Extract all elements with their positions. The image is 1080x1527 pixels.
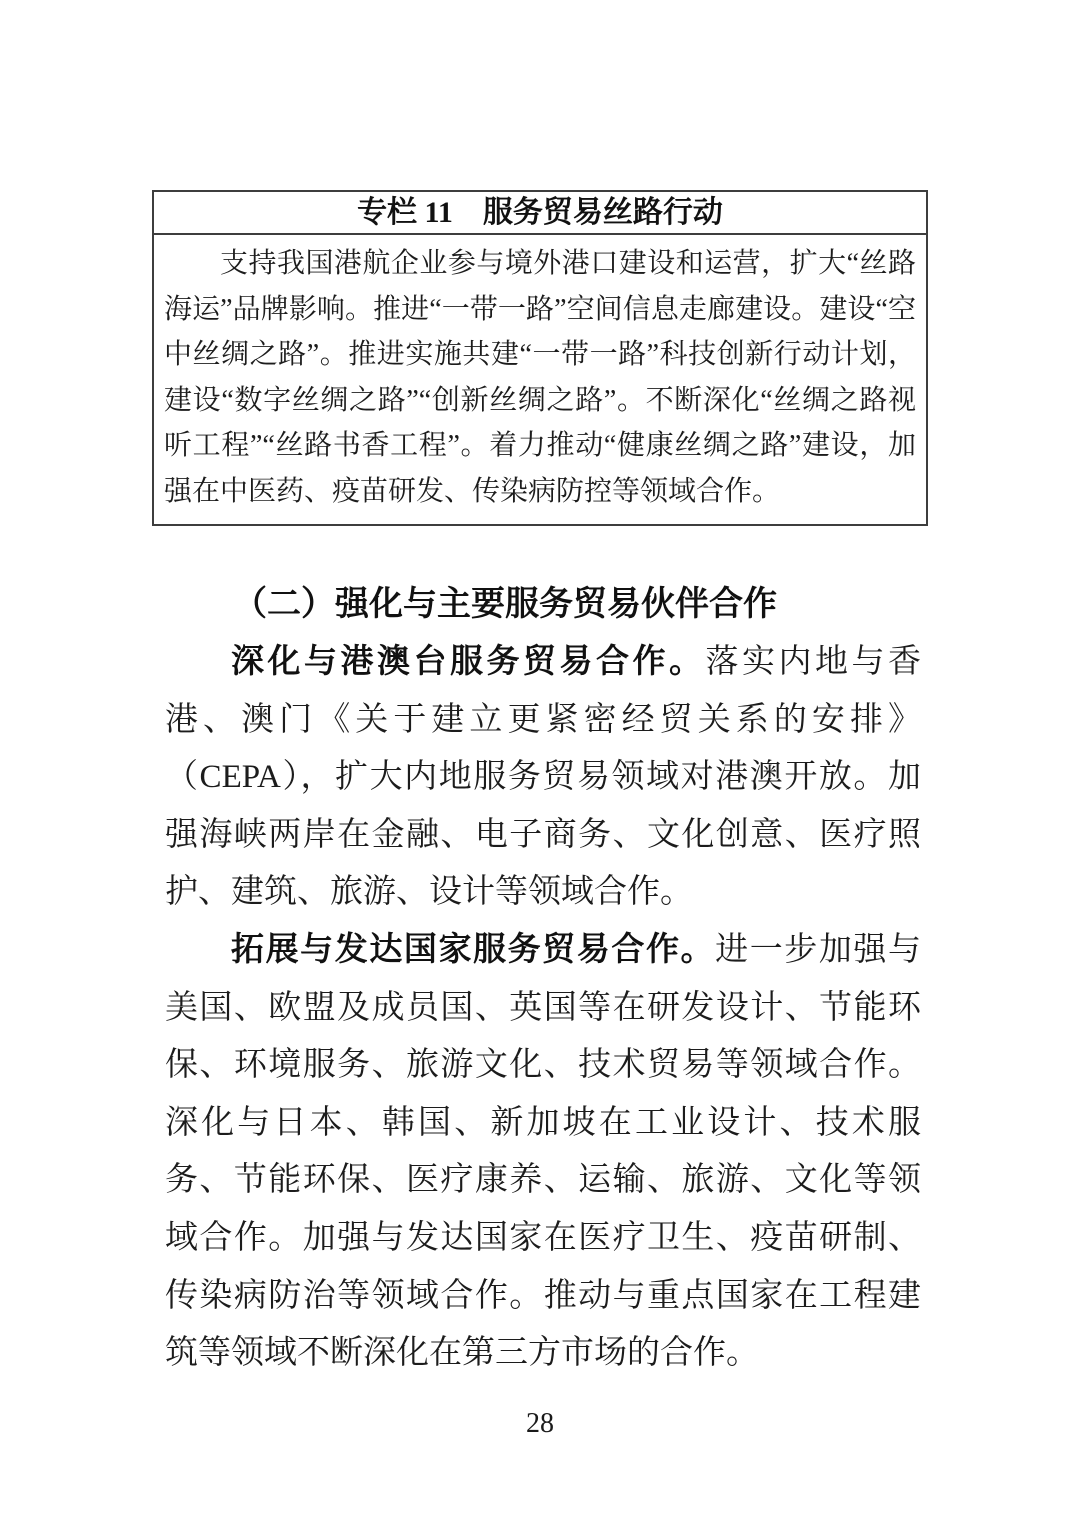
paragraph-2-text: 进一步加强与美国、欧盟及成员国、英国等在研发设计、节能环保、环境服务、旅游文化、技术贸易等领域合作。深化与日本、韩国、新加坡在工业设计、技术服务、节能环保、医疗康养、运输、旅游、文化等领域合作。加强与发达国家在医疗卫生、疫苗研制、传染病防治等领域合作。推动与重点国家在工程建筑等领域不断深化在第三方市场的合作。 bbox=[165, 931, 922, 1372]
page-number: 28 bbox=[526, 1408, 554, 1439]
callout-box-title: 专栏 11 服务贸易丝路行动 bbox=[154, 192, 926, 235]
section-body bbox=[165, 634, 921, 1383]
paragraph-hongkong-macao-taiwan bbox=[165, 634, 921, 922]
callout-box-paragraph: 支持我国港航企业参与境外港口建设和运营，扩大“丝路海运”品牌影响。推进“一带一路”空间信息走廊建设。建设“空中丝绸之路”。推进实施共建“一带一路”科技创新行动计划，建设“数字丝绸之路”“创新丝绸之路”。不断深化“丝绸之路视听工程”“丝路书香工程”。着力推动“健康丝绸之路”建设，加强在中医药、疫苗研发、传染病防控等领域合作。 bbox=[164, 248, 916, 507]
paragraph-developed-countries bbox=[165, 922, 921, 1383]
callout-box bbox=[152, 190, 928, 526]
callout-box-body bbox=[154, 235, 926, 524]
paragraph-1-text: 落实内地与香港、澳门《关于建立更紧密经贸关系的安排》（CEPA），扩大内地服务贸易领域对港澳开放。加强海峡两岸在金融、电子商务、文化创意、医疗照护、建筑、旅游、设计等领域合作。 bbox=[165, 644, 921, 911]
section-heading: （二）强化与主要服务贸易伙伴合作 bbox=[233, 586, 777, 623]
paragraph-1-lead: 深化与港澳台服务贸易合作。 bbox=[231, 644, 706, 680]
paragraph-2-lead: 拓展与发达国家服务贸易合作。 bbox=[231, 931, 716, 968]
